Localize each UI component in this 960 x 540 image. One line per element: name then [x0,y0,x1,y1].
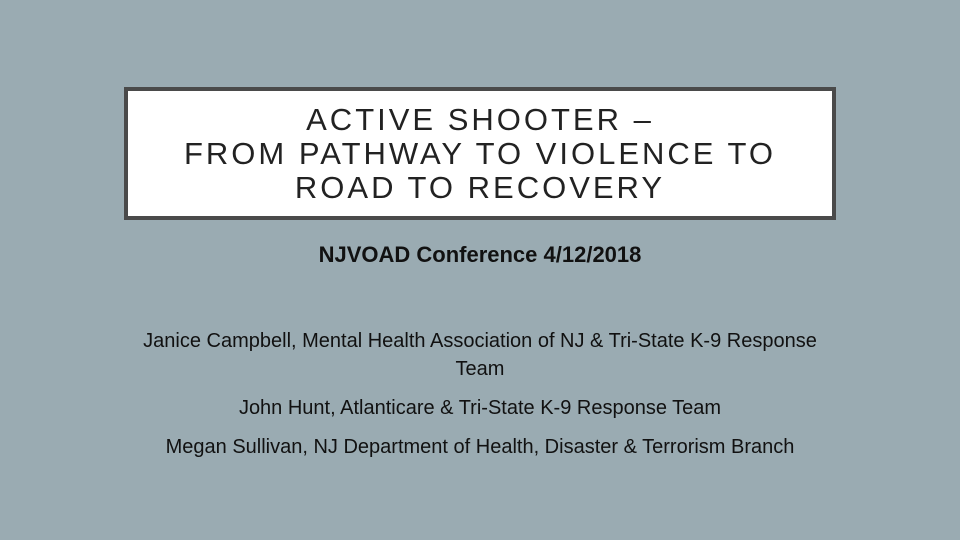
title-line-1: ACTIVE SHOOTER – [306,101,654,137]
title-line-3: ROAD TO RECOVERY [294,169,666,205]
presenter-line: Megan Sullivan, NJ Department of Health, Disaster & Terrorism Branch [165,436,795,458]
presenter-line: John Hunt, Atlanticare & Tri-State K-9 Response Team [238,397,722,419]
presenter-megan-sullivan [30,433,930,461]
presenter-janice-campbell [30,327,930,383]
presenter-line-continued: Team [455,358,505,380]
conference-subtitle: NJVOAD Conference 4/12/2018 [318,242,642,267]
title-box [124,87,836,220]
presenter-line: Janice Campbell, Mental Health Association of NJ & Tri-State K-9 Response [143,330,817,352]
presenter-john-hunt [30,394,930,422]
title-line-2: FROM PATHWAY TO VIOLENCE TO [183,135,776,171]
